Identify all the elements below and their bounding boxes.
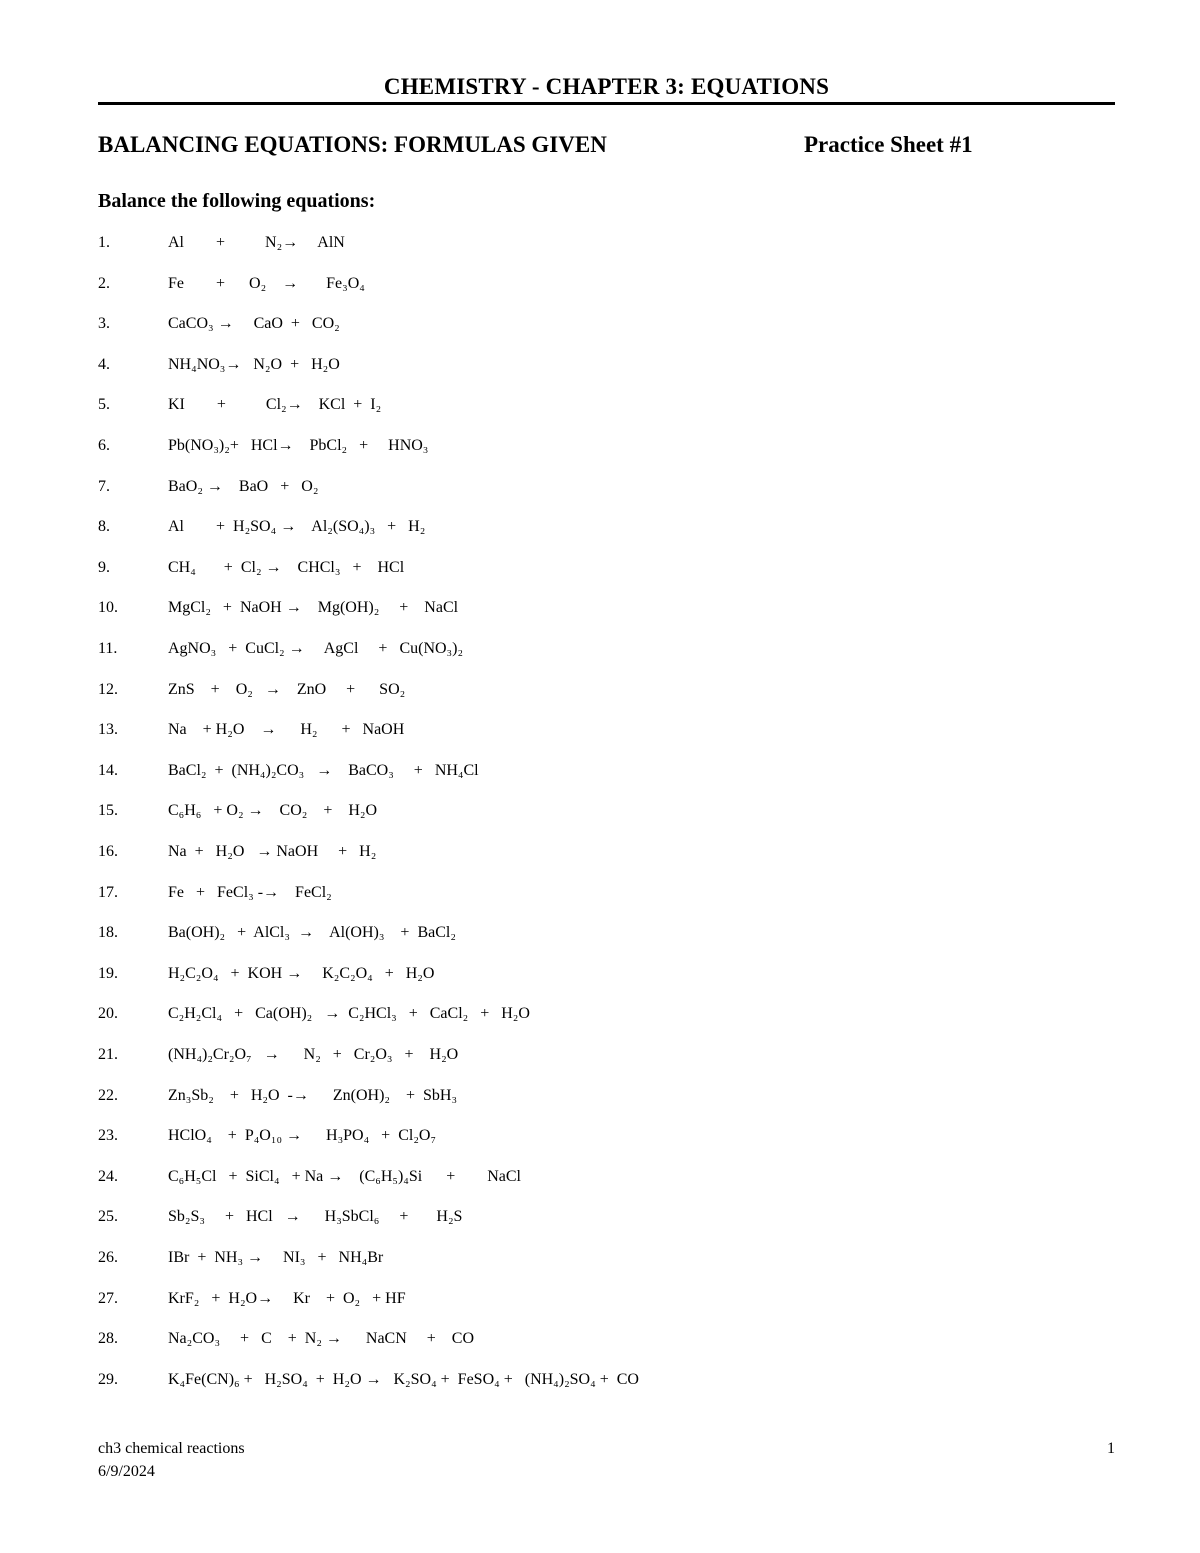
page-number: 1 bbox=[1107, 1440, 1115, 1457]
equation-number: 26. bbox=[98, 1249, 118, 1266]
equation-number: 24. bbox=[98, 1168, 118, 1185]
equation-row bbox=[0, 310, 1200, 338]
equation-row bbox=[0, 1163, 1200, 1191]
equation-number: 20. bbox=[98, 1005, 118, 1022]
equation-number: 25. bbox=[98, 1208, 118, 1225]
equation-number: 17. bbox=[98, 884, 118, 901]
equation-row bbox=[0, 716, 1200, 744]
equation-number: 29. bbox=[98, 1371, 118, 1388]
equation-row bbox=[0, 1325, 1200, 1353]
equation-number: 15. bbox=[98, 802, 118, 819]
equation-text: MgCl₂ + NaOH → Mg(OH)₂ + NaCl bbox=[168, 599, 459, 616]
equation-row bbox=[0, 513, 1200, 541]
equation-row bbox=[0, 635, 1200, 663]
equation-number: 28. bbox=[98, 1330, 118, 1347]
equation-row bbox=[0, 1366, 1200, 1394]
equation-row bbox=[0, 1041, 1200, 1069]
equation-text: (NH₄)₂Cr₂O₇ → N₂ + Cr₂O₃ + H₂O bbox=[168, 1046, 459, 1063]
equation-row bbox=[0, 270, 1200, 298]
equation-row bbox=[0, 919, 1200, 947]
equation-number: 5. bbox=[98, 396, 110, 413]
equation-text: Al + N₂→ AlN bbox=[168, 234, 345, 251]
equation-text: IBr + NH₃ → NI₃ + NH₄Br bbox=[168, 1249, 384, 1266]
equation-number: 14. bbox=[98, 762, 118, 779]
footer-date: 6/9/2024 bbox=[98, 1463, 155, 1480]
equation-text: AgNO₃ + CuCl₂ → AgCl + Cu(NO₃)₂ bbox=[168, 640, 464, 657]
equation-number: 6. bbox=[98, 437, 110, 454]
equation-text: NH₄NO₃→ N₂O + H₂O bbox=[168, 356, 340, 373]
equation-row bbox=[0, 351, 1200, 379]
equation-text: K₄Fe(CN)₆ + H₂SO₄ + H₂O → K₂SO₄ + FeSO₄ + (NH₄)₂SO₄ + CO bbox=[168, 1371, 639, 1388]
equation-number: 2. bbox=[98, 275, 110, 292]
equation-text: C₆H₅Cl + SiCl₄ + Na → (C₆H₅)₄Si + NaCl bbox=[168, 1168, 521, 1185]
equation-number: 9. bbox=[98, 559, 110, 576]
equation-text: Ba(OH)₂ + AlCl₃ → Al(OH)₃ + BaCl₂ bbox=[168, 924, 456, 941]
equation-text: CaCO₃ → CaO + CO₂ bbox=[168, 315, 340, 332]
equation-text: C₆H₆ + O₂ → CO₂ + H₂O bbox=[168, 802, 378, 819]
equation-text: CH₄ + Cl₂ → CHCl₃ + HCl bbox=[168, 559, 405, 576]
equation-row bbox=[0, 838, 1200, 866]
equation-row bbox=[0, 594, 1200, 622]
equation-text: BaCl₂ + (NH₄)₂CO₃ → BaCO₃ + NH₄Cl bbox=[168, 762, 479, 779]
equation-text: Fe + O₂ → Fe₃O₄ bbox=[168, 275, 365, 292]
equation-row bbox=[0, 473, 1200, 501]
equation-text: H₂C₂O₄ + KOH → K₂C₂O₄ + H₂O bbox=[168, 965, 435, 982]
equation-number: 4. bbox=[98, 356, 110, 373]
instructions: Balance the following equations: bbox=[98, 190, 376, 212]
equation-text: HClO₄ + P₄O₁₀ → H₃PO₄ + Cl₂O₇ bbox=[168, 1127, 437, 1144]
equation-text: Pb(NO₃)₂+ HCl→ PbCl₂ + HNO₃ bbox=[168, 437, 429, 454]
equation-text: BaO₂ → BaO + O₂ bbox=[168, 478, 319, 495]
equation-text: ZnS + O₂ → ZnO + SO₂ bbox=[168, 681, 406, 698]
equation-text: Na + H₂O → NaOH + H₂ bbox=[168, 843, 377, 860]
equation-number: 18. bbox=[98, 924, 118, 941]
equation-number: 16. bbox=[98, 843, 118, 860]
equation-number: 3. bbox=[98, 315, 110, 332]
equation-row bbox=[0, 432, 1200, 460]
worksheet-subtitle: BALANCING EQUATIONS: FORMULAS GIVEN bbox=[98, 132, 607, 157]
equation-text: Al + H₂SO₄ → Al₂(SO₄)₃ + H₂ bbox=[168, 518, 426, 535]
equation-row bbox=[0, 554, 1200, 582]
equation-text: KrF₂ + H₂O→ Kr + O₂ + HF bbox=[168, 1290, 406, 1307]
equation-number: 27. bbox=[98, 1290, 118, 1307]
equation-number: 13. bbox=[98, 721, 118, 738]
equation-number: 23. bbox=[98, 1127, 118, 1144]
document-title: CHEMISTRY - CHAPTER 3: EQUATIONS bbox=[383, 74, 830, 99]
footer-document-name: ch3 chemical reactions bbox=[98, 1440, 245, 1457]
equation-row bbox=[0, 1122, 1200, 1150]
equation-text: Na + H₂O → H₂ + NaOH bbox=[168, 721, 405, 738]
equation-number: 11. bbox=[98, 640, 118, 657]
equation-row bbox=[0, 757, 1200, 785]
equation-row bbox=[0, 797, 1200, 825]
equation-row bbox=[0, 960, 1200, 988]
equation-row bbox=[0, 391, 1200, 419]
practice-sheet-label: Practice Sheet #1 bbox=[804, 132, 973, 157]
equation-number: 19. bbox=[98, 965, 118, 982]
equation-number: 12. bbox=[98, 681, 118, 698]
equation-row bbox=[0, 676, 1200, 704]
equation-row bbox=[0, 229, 1200, 257]
equation-number: 7. bbox=[98, 478, 110, 495]
equation-text: KI + Cl₂→ KCl + I₂ bbox=[168, 396, 382, 413]
equation-number: 21. bbox=[98, 1046, 118, 1063]
equation-number: 1. bbox=[98, 234, 110, 251]
equation-text: Fe + FeCl₃ -→ FeCl₂ bbox=[168, 884, 332, 901]
equation-row bbox=[0, 1203, 1200, 1231]
equation-row bbox=[0, 1285, 1200, 1313]
equation-row bbox=[0, 1000, 1200, 1028]
equation-number: 10. bbox=[98, 599, 118, 616]
equation-text: Na₂CO₃ + C + N₂ → NaCN + CO bbox=[168, 1330, 475, 1347]
equation-row bbox=[0, 1082, 1200, 1110]
equation-number: 8. bbox=[98, 518, 110, 535]
equation-row bbox=[0, 879, 1200, 907]
equation-row bbox=[0, 1244, 1200, 1272]
equation-text: Zn₃Sb₂ + H₂O -→ Zn(OH)₂ + SbH₃ bbox=[168, 1087, 458, 1104]
equation-text: C₂H₂Cl₄ + Ca(OH)₂ → C₂HCl₃ + CaCl₂ + H₂O bbox=[168, 1005, 530, 1022]
equation-text: Sb₂S₃ + HCl → H₃SbCl₆ + H₂S bbox=[168, 1208, 463, 1225]
equation-number: 22. bbox=[98, 1087, 118, 1104]
footer-info bbox=[98, 1437, 245, 1483]
